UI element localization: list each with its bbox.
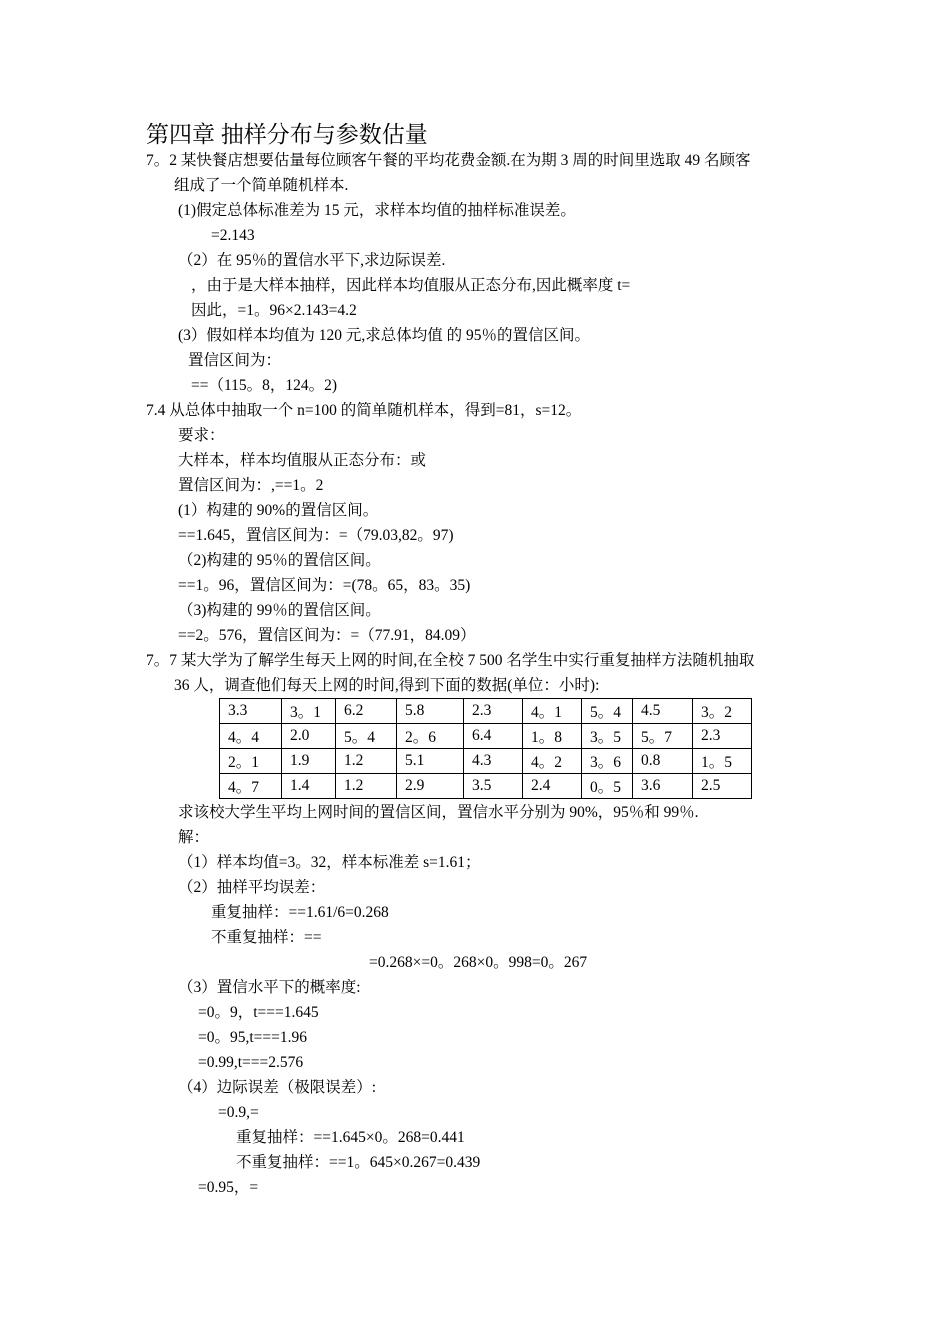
table-cell: 4。7	[220, 774, 282, 799]
table-cell: 3.6	[633, 774, 693, 799]
text-line: =0。95,t===1.96	[198, 1029, 308, 1046]
table-cell: 4.5	[633, 699, 693, 724]
text-line: 组成了一个简单随机样本.	[174, 177, 349, 194]
table-cell: 5。4	[582, 699, 633, 724]
table-row	[220, 699, 752, 724]
text-line: ==1。96，置信区间为：=(78。65，83。35)	[178, 577, 471, 594]
text-line: =2.143	[211, 227, 255, 244]
text-line: 置信区间为：	[188, 352, 282, 369]
table-cell: 5.1	[397, 749, 464, 774]
text-line: 36 人，调查他们每天上网的时间,得到下面的数据(单位：小时):	[174, 677, 600, 694]
table-cell: 3。6	[582, 749, 633, 774]
text-line: 因此，=1。96×2.143=4.2	[191, 302, 357, 319]
internet-time-data-table	[219, 698, 752, 799]
text-line: 置信区间为：,==1。2	[178, 477, 324, 494]
table-cell: 5.8	[397, 699, 464, 724]
table-cell: 1.2	[336, 749, 397, 774]
text-line: 7.4 从总体中抽取一个 n=100 的简单随机样本，得到=81，s=12。	[146, 402, 582, 419]
table-cell: 2。6	[397, 724, 464, 749]
table-cell: 2.9	[397, 774, 464, 799]
text-line: =0.9,=	[218, 1104, 259, 1121]
table-cell: 1。8	[523, 724, 582, 749]
table-cell: 2.4	[523, 774, 582, 799]
text-line: （2）在 95％的置信水平下,求边际误差.	[178, 252, 446, 269]
table-cell: 4。2	[523, 749, 582, 774]
text-line: 要求：	[178, 427, 225, 444]
text-line: =0.99,t===2.576	[198, 1054, 304, 1071]
text-line: （3)构建的 99％的置信区间。	[178, 602, 381, 619]
table-cell: 2。1	[220, 749, 282, 774]
table-row	[220, 724, 752, 749]
text-line: (1）构建的 90%的置信区间。	[178, 502, 379, 519]
table-cell: 2.3	[693, 724, 752, 749]
text-line: （2）抽样平均误差：	[178, 879, 326, 896]
text-line: （3）置信水平下的概率度:	[178, 979, 361, 996]
table-cell: 0。5	[582, 774, 633, 799]
text-line: =0.95，=	[198, 1179, 259, 1196]
text-line: 大样本，样本均值服从正态分布：或	[178, 452, 427, 469]
text-line: ==（115。8，124。2)	[191, 377, 338, 394]
text-line: =0。9，t===1.645	[198, 1004, 319, 1021]
table-cell: 2.0	[282, 724, 336, 749]
text-line: =0.268×=0。268×0。998=0。267	[369, 954, 588, 971]
chapter-title: 第四章 抽样分布与参数估量	[146, 122, 428, 147]
text-line: 求该校大学生平均上网时间的置信区间，置信水平分别为 90%，95％和 99％.	[178, 804, 699, 821]
table-row	[220, 774, 752, 799]
text-line: (1)假定总体标准差为 15 元，求样本均值的抽样标准误差。	[178, 202, 576, 219]
text-line: ==2。576，置信区间为：=（77.91，84.09）	[178, 627, 476, 644]
table-cell: 3。5	[582, 724, 633, 749]
text-line: （2)构建的 95％的置信区间。	[178, 552, 381, 569]
text-line: 7。2 某快餐店想要估量每位顾客午餐的平均花费金额.在为期 3 周的时间里选取 49 名顾客	[146, 152, 751, 169]
text-line: ==1.645，置信区间为：=（79.03,82。97)	[178, 527, 454, 544]
text-line: 重复抽样：==1.61/6=0.268	[211, 904, 389, 921]
table-cell: 4。1	[523, 699, 582, 724]
table-cell: 2.3	[464, 699, 523, 724]
text-line: 重复抽样：==1.645×0。268=0.441	[236, 1129, 465, 1146]
table-cell: 5。7	[633, 724, 693, 749]
text-line: （1）样本均值=3。32，样本标准差 s=1.61；	[178, 854, 481, 871]
table-cell: 3。2	[693, 699, 752, 724]
text-line: （4）边际误差（极限误差）:	[178, 1079, 377, 1096]
table-cell: 3.5	[464, 774, 523, 799]
table-cell: 1.4	[282, 774, 336, 799]
table-cell: 5。4	[336, 724, 397, 749]
text-line: ，由于是大样本抽样，因此样本均值服从正态分布,因此概率度 t=	[191, 277, 631, 294]
table-cell: 1.9	[282, 749, 336, 774]
table-cell: 6.4	[464, 724, 523, 749]
text-line: 不重复抽样：==1。645×0.267=0.439	[236, 1154, 481, 1171]
text-line: 不重复抽样：==	[211, 929, 322, 946]
table-cell: 3。1	[282, 699, 336, 724]
text-line: (3）假如样本均值为 120 元,求总体均值 的 95％的置信区间。	[178, 327, 591, 344]
table-cell: 3.3	[220, 699, 282, 724]
table-cell: 2.5	[693, 774, 752, 799]
text-line: 解：	[178, 829, 210, 846]
table-cell: 6.2	[336, 699, 397, 724]
table-cell: 1.2	[336, 774, 397, 799]
table-row	[220, 749, 752, 774]
table-cell: 4。4	[220, 724, 282, 749]
table-cell: 4.3	[464, 749, 523, 774]
table-cell: 1。5	[693, 749, 752, 774]
table-cell: 0.8	[633, 749, 693, 774]
text-line: 7。7 某大学为了解学生每天上网的时间,在全校 7 500 名学生中实行重复抽样方法随机抽取	[146, 652, 755, 669]
